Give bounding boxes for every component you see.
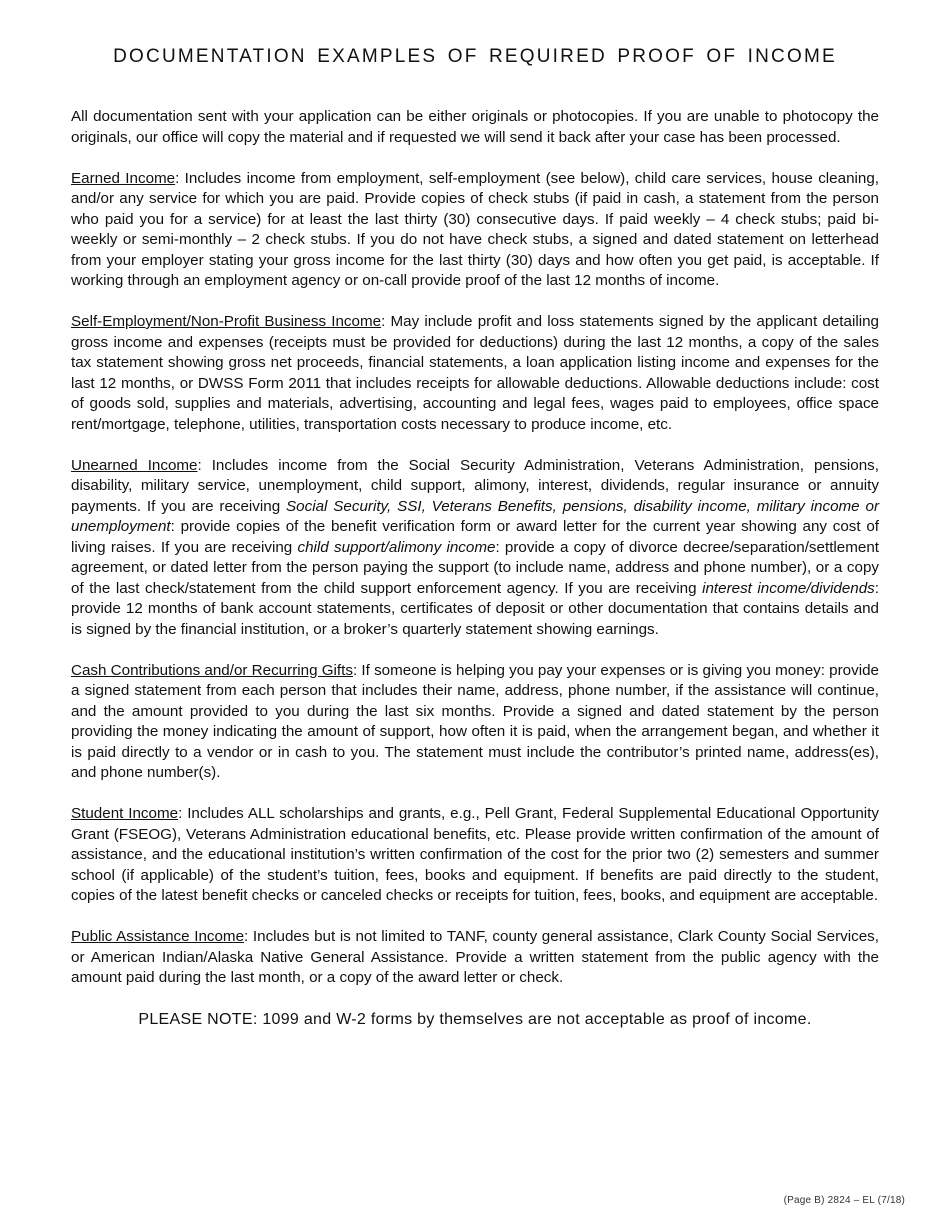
- unearned-income-italic-1: Social Security, SSI, Veterans Benefits, pensions, disability income, military income or unemployment: [71, 497, 879, 535]
- cash-contributions-text: : If someone is helping you pay your expenses or is giving you money: provide a signed statement from each person that includes their name, address, phone number, if the assistance will continue, and the amount provided to you during the last six months. Provide a signed and dated statement by the person providing the money indicating the amount of support, how often it is paid, when the arrangement began, and whether it is paid directly to a vendor or in cash to you. The statement must include the contributor’s printed name, address(es), and phone number(s).: [71, 661, 879, 781]
- please-note: PLEASE NOTE: 1099 and W-2 forms by themselves are not acceptable as proof of income.: [138, 1011, 812, 1028]
- unearned-income-italic-3: interest income/dividends: [702, 579, 875, 597]
- intro-paragraph: All documentation sent with your application can be either originals or photocopies. If you are unable to photocopy the originals, our office will copy the material and if requested we will send it back after your case has been processed.: [71, 108, 879, 146]
- earned-income-text: : Includes income from employment, self-employment (see below), child care services, house cleaning, and/or any service for which you are paid. Provide copies of check stubs (if paid in cash, a statement from the person who paid you for a service) for at least the last thirty (30) consecutive days. If paid weekly – 4 check stubs; paid bi-weekly or semi-monthly – 2 check stubs. If you do not have check stubs, a signed and dated statement on letterhead from your employer stating your gross income for the last thirty (30) days and how often you get paid, is acceptable. If working through an employment agency or on-call provide proof of the last 12 months of income.: [71, 169, 879, 289]
- self-employment-text: : May include profit and loss statements signed by the applicant detailing gross income and expenses (receipts must be provided for deductions) during the last 12 months, a copy of the sales tax statement showing gross net proceeds, financial statements, a loan application listing income and expenses for the last 12 months, or DWSS Form 2011 that includes receipts for allowable deductions. Allowable deductions include: cost of goods sold, supplies and materials, advertising, accounting and legal fees, wages paid to employees, office space rent/mortgage, telephone, utilities, transportation costs necessary to produce income, etc.: [71, 313, 879, 433]
- public-assistance-paragraph: [71, 927, 879, 989]
- earned-income-paragraph: [71, 169, 879, 292]
- unearned-income-text-4: : provide 12 months of bank account statements, certificates of deposit or other documentation that contains details and is signed by the financial institution, or a broker’s quarterly statement showing earnings.: [71, 579, 880, 638]
- unearned-income-text-1: : Includes income from the Social Security Administration, Veterans Administration, pensions, disability, military service, unemployment, child support, alimony, interest, dividends, regular insurance or annuity payments. If you are receiving: [71, 456, 879, 515]
- document-body: [71, 107, 879, 1030]
- public-assistance-text: : Includes but is not limited to TANF, county general assistance, Clark County Social Services, or American Indian/Alaska Native General Assistance. Provide a written statement from the public agency with the amount paid during the last month, or a copy of the award letter or check.: [71, 928, 879, 986]
- unearned-income-italic-2: child support/alimony income: [297, 538, 496, 556]
- self-employment-paragraph: [71, 312, 879, 435]
- unearned-income-heading: Unearned Income: [71, 456, 198, 474]
- form-footer: (Page B) 2824 – EL (7/18): [783, 1195, 905, 1206]
- page-title: DOCUMENTATION EXAMPLES OF REQUIRED PROOF OF INCOME: [113, 46, 837, 67]
- public-assistance-heading: Public Assistance Income: [71, 928, 245, 945]
- student-income-paragraph: [71, 804, 879, 907]
- cash-contributions-heading: Cash Contributions and/or Recurring Gifts: [71, 661, 353, 679]
- student-income-text: : Includes ALL scholarships and grants, e.g., Pell Grant, Federal Supplemental Educational Opportunity Grant (FSEOG), Veterans Administration educational benefits, etc. Please provide written confirmation of the amount of assistance, and the educational institution’s written confirmation of the cost for the prior two (2) semesters and summer school (if applicable) of the student’s tuition, fees, books and equipment. If benefits are paid directly to the student, copies of the latest benefit checks or canceled checks or receipts for tuition, fees, books, and equipment are acceptable.: [71, 805, 879, 904]
- cash-contributions-paragraph: [71, 661, 879, 784]
- unearned-income-text-3: : provide a copy of divorce decree/separation/settlement agreement, or dated letter from the person paying the support (to include name, address and phone number), or a copy of the last check/statement from the child support enforcement agency. If you are receiving: [71, 538, 879, 597]
- earned-income-heading: Earned Income: [71, 169, 176, 187]
- self-employment-heading: Self-Employment/Non-Profit Business Income: [71, 313, 382, 330]
- unearned-income-paragraph: [71, 456, 879, 641]
- student-income-heading: Student Income: [71, 805, 179, 822]
- unearned-income-text-2: : provide copies of the benefit verification form or award letter for the current year showing any cost of living raises. If you are receiving: [71, 518, 879, 556]
